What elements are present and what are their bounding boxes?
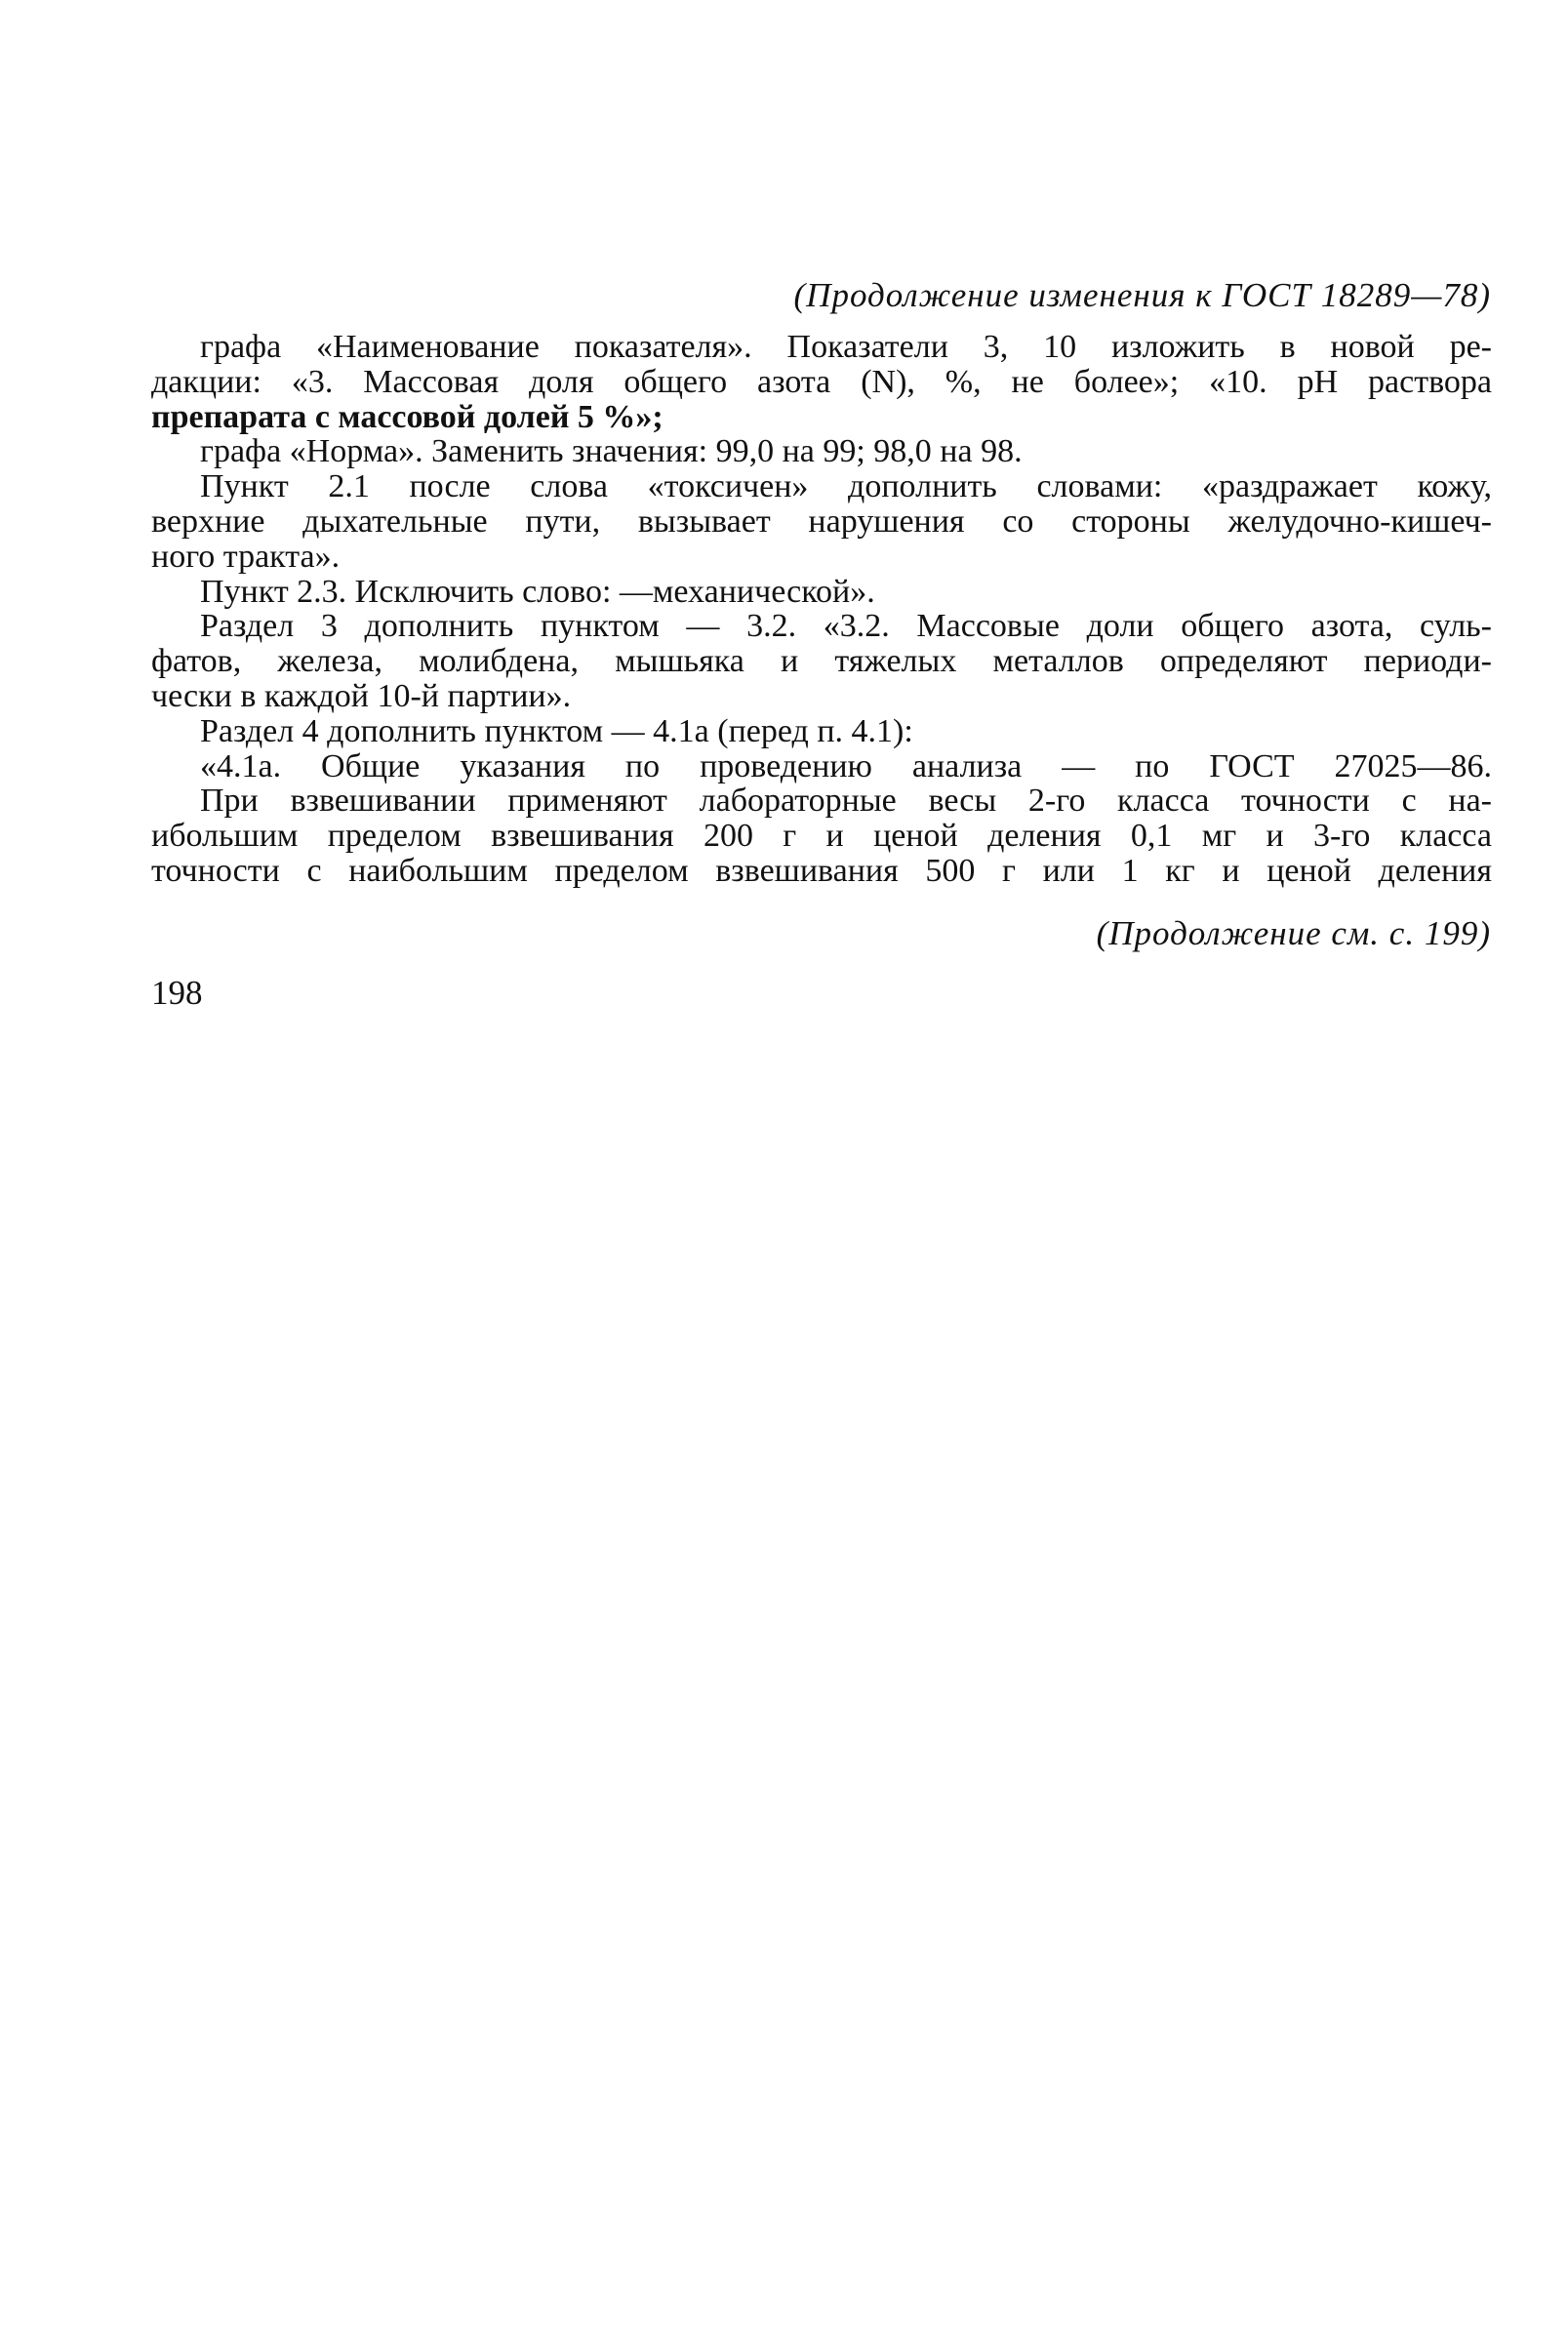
- text-line: препарата с массовой долей 5 %»;: [151, 399, 663, 435]
- text-line: точности с наибольшим пределом взвешивания 500 г или 1 кг и ценой деления: [151, 853, 1492, 889]
- text-line: При взвешивании применяют лабораторные весы 2-го класса точности с на-: [200, 783, 1492, 820]
- continuation-header: (Продолжение изменения к ГОСТ 18289—78): [793, 276, 1491, 314]
- text-line: ного тракта».: [151, 539, 341, 575]
- page-number: 198: [151, 974, 203, 1012]
- text-line: Пункт 2.1 после слова «токсичен» дополнить словами: «раздражает кожу,: [200, 469, 1492, 504]
- text-line: верхние дыхательные пути, вызывает нарушения со стороны желудочно-кишеч-: [151, 503, 1492, 540]
- text-line: Раздел 4 дополнить пунктом — 4.1а (перед п. 4.1):: [200, 713, 913, 749]
- text-line: ибольшим пределом взвешивания 200 г и ценой деления 0,1 мг и 3-го класса: [151, 819, 1492, 854]
- text-line: Пункт 2.3. Исключить слово: —механической».: [200, 574, 875, 610]
- text-line: Раздел 3 дополнить пунктом — 3.2. «3.2. Массовые доли общего азота, суль-: [200, 609, 1492, 645]
- text-line: фатов, железа, молибдена, мышьяка и тяжелых металлов определяют периоди-: [151, 644, 1492, 679]
- text-line: «4.1а. Общие указания по проведению анализа — по ГОСТ 27025—86.: [200, 748, 1492, 784]
- text-line: графа «Наименование показателя». Показатели 3, 10 изложить в новой ре-: [200, 330, 1492, 365]
- body-text: [151, 330, 1492, 889]
- text-line: чески в каждой 10-й партии».: [151, 678, 572, 714]
- text-line: графа «Норма». Заменить значения: 99,0 на 99; 98,0 на 98.: [200, 434, 1023, 470]
- text-line: дакции: «3. Массовая доля общего азота (N), %, не более»; «10. рН раствора: [151, 364, 1492, 400]
- continuation-footer: (Продолжение см. с. 199): [1096, 914, 1491, 952]
